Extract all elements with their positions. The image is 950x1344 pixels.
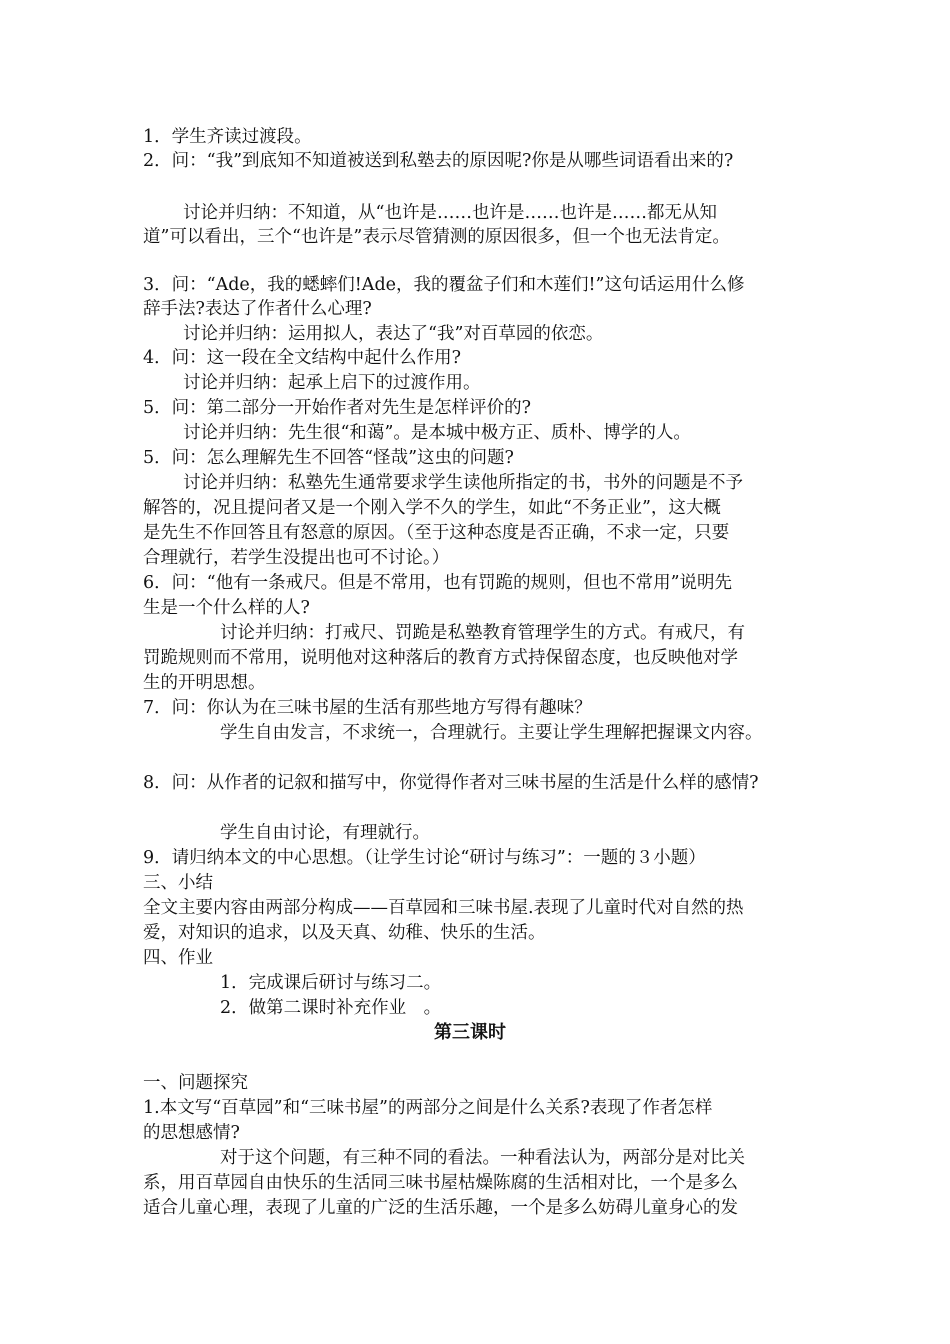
section-heading: 一、问题探究 xyxy=(143,1073,248,1093)
text-line: 讨论并归纳：运用拟人，表达了“我”对百草园的依恋。 xyxy=(183,324,604,344)
text-line: 全文主要内容由两部分构成——百草园和三味书屋.表现了儿童时代对自然的热 xyxy=(143,898,744,918)
section-heading: 三、小结 xyxy=(143,873,213,893)
text-line: 1．完成课后研讨与练习二。 xyxy=(220,973,442,993)
text-line: 7．问：你认为在三味书屋的生活有那些地方写得有趣味？ xyxy=(143,698,592,718)
text-line: 6．问：“他有一条戒尺。但是不常用，也有罚跪的规则，但也不常用”说明先 xyxy=(143,573,733,593)
text-line: 对于这个问题，有三种不同的看法。一种看法认为，两部分是对比关 xyxy=(220,1148,745,1168)
text-line: 学生自由发言，不求统一，合理就行。主要让学生理解把握课文内容。 xyxy=(220,723,763,743)
text-line: 的思想感情? xyxy=(143,1123,240,1143)
text-line: 爱，对知识的追求，以及天真、幼稚、快乐的生活。 xyxy=(143,923,546,943)
text-line: 生的开明思想。 xyxy=(143,673,266,693)
text-line: 辞手法?表达了作者什么心理? xyxy=(143,299,372,319)
text-line: 3．问：“Ade，我的蟋蟀们!Ade，我的覆盆子们和木莲们!”这句话运用什么修 xyxy=(143,275,745,295)
text-line: 合理就行，若学生没提出也可不讨论。） xyxy=(143,548,450,568)
lesson-title: 第三课时 xyxy=(434,1022,506,1043)
text-line: 1.本文写“百草园”和“三味书屋”的两部分之间是什么关系?表现了作者怎样 xyxy=(143,1098,713,1118)
text-line: 适合儿童心理，表现了儿童的广泛的生活乐趣，一个是多么妨碍儿童身心的发 xyxy=(143,1198,738,1218)
text-line: 讨论并归纳：起承上启下的过渡作用。 xyxy=(183,373,481,393)
text-line: 5．问：第二部分一开始作者对先生是怎样评价的? xyxy=(143,398,532,418)
text-line: 讨论并归纳：先生很“和蔼”。是本城中极方正、质朴、博学的人。 xyxy=(183,423,691,443)
text-line: 生是一个什么样的人? xyxy=(143,598,310,618)
text-line: 1．学生齐读过渡段。 xyxy=(143,127,312,147)
text-line: 是先生不作回答且有怒意的原因。（至于这种态度是否正确，不求一定，只要 xyxy=(143,523,730,543)
text-line: 8．问：从作者的记叙和描写中，你觉得作者对三味书屋的生活是什么样的感情? xyxy=(143,773,759,793)
text-line: 讨论并归纳：打戒尺、罚跪是私塾教育管理学生的方式。有戒尺，有 xyxy=(220,623,745,643)
text-line: 解答的，况且提问者又是一个刚入学不久的学生，如此“不务正业”，这大概 xyxy=(143,498,721,518)
text-line: 4．问：这一段在全文结构中起什么作用? xyxy=(143,348,462,368)
text-line: 道”可以看出，三个“也许是”表示尽管猜测的原因很多，但一个也无法肯定。 xyxy=(143,227,730,247)
section-heading: 四、作业 xyxy=(143,948,213,968)
text-line: 5．问：怎么理解先生不回答“怪哉”这虫的问题? xyxy=(143,448,514,468)
text-line: 9．请归纳本文的中心思想。（让学生讨论“研讨与练习”：一题的３小题） xyxy=(143,848,706,868)
text-line: 讨论并归纳：私塾先生通常要求学生读他所指定的书，书外的问题是不予 xyxy=(183,473,743,493)
text-line: 讨论并归纳：不知道，从“也许是……也许是……也许是……都无从知 xyxy=(183,203,717,223)
text-line: 系，用百草园自由快乐的生活同三味书屋枯燥陈腐的生活相对比，一个是多么 xyxy=(143,1173,738,1193)
text-line: 2．问：“我”到底知不知道被送到私塾去的原因呢?你是从哪些词语看出来的? xyxy=(143,151,734,171)
text-line: 学生自由讨论，有理就行。 xyxy=(220,823,430,843)
text-line: 罚跪规则而不常用，说明他对这种落后的教育方式持保留态度，也反映他对学 xyxy=(143,648,738,668)
text-line: 2．做第二课时补充作业 。 xyxy=(220,998,442,1018)
